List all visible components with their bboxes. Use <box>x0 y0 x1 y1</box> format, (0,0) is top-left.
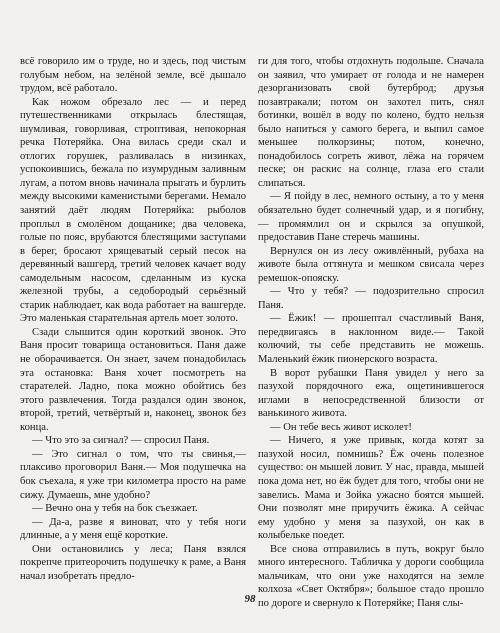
paragraph: — Ёжик! — прошептал счастливый Ваня, передвигаясь в наклонном виде.— Такой колючий, ты себе представить не можешь. Маленький ёжик пионерского возраста. <box>258 313 484 366</box>
paragraph: всё говорило им о труде, но и здесь, под чистым голубым небом, на зелёной земле, всё дышало трудом, всё работало. <box>20 56 246 95</box>
paragraph: Все снова отправились в путь, вокруг было много интересного. Табличка у дороги сообщила мальчикам, что они уже находятся на земле колхоза «Свет Октября»; большое стадо прошло по дороге и свернуло к Потеряйке; Паня слы- <box>258 543 484 609</box>
left-column <box>20 55 246 583</box>
paragraph: ги для того, чтобы отдохнуть подольше. Сначала он заявил, что умирает от голода и не намерен дезорганизовать свой бутерброд; друзья позавтракали; потом он захотел пить, снял ботинки, вошёл в воду по колено, будто нельзя было напиться у самого берега, и выпил самое меньшее полкорзины; потом, конечно, понадобилось согреть живот, лёжа на горячем песке; он раскис на солнце, глаза его стали слипаться. <box>258 56 484 189</box>
paragraph: — Он тебе весь живот исколет! <box>270 421 412 433</box>
paragraph: Они остановились у леса; Паня взялся покрепче притеорочить подушечку к раме, а Ваня начал изобретать предло- <box>20 543 246 582</box>
paragraph: Вернулся он из лесу оживлённый, рубаха на животе была оттянута и мешком свисала через ремешок-опояску. <box>258 245 484 284</box>
paragraph: — Это сигнал о том, что ты свинья,— плаксиво проговорил Ваня.— Моя подушечка на бок съехала, я уже три километра просто на раме сижу. Думаешь, мне удобно? <box>20 448 246 501</box>
paragraph: — Да-а, разве я виноват, что у тебя ноги длинные, а у меня ещё короткие. <box>20 516 246 542</box>
paragraph: Как ножом обрезало лес — и перед путешественниками открылась блестящая, шумливая, говорливая, строптивая, непокорная речка Потеряйка. Она вилась среди скал и отлогих горушек, разливалась в низинках, успокоившись, бежала по изумрудным заливным лугам, а потом вновь начинала прыгать и бурлить между высокими каменистыми берегами. Немало занятий даёт людям Потеряйка: рыболов проплыл в смолёном дощанике; два человека, голые по пояс, врубаются блестящими заступами в берег, бросают хрящеватый серый песок на деревянный вашгерд, третий человек качает воду самодельным насосом, сделанным из куска железной трубы, а седобородый серьёзный старик наблюдает, как вода работает на вашгерде. Это маленькая старательная артель моет золото. <box>20 96 246 325</box>
paragraph: — Я пойду в лес, немного остыну, а то у меня обязательно будет солнечный удар, и я погибну,— промямлил он и скрылся за опушкой, предоставив Пане стеречь машины. <box>258 191 484 244</box>
paragraph: В ворот рубашки Паня увидел у него за пазухой порядочного ежа, ощетинившегося иглами в непосредственной близости от ванькиного живота. <box>258 367 484 420</box>
right-column <box>258 55 484 610</box>
paragraph: — Что у тебя? — подозрительно спросил Паня. <box>258 286 484 311</box>
paragraph: — Ничего, я уже привык, когда котят за пазухой носил, помнишь? Ёж очень полезное существо: он мышей ловит. У нас, правда, мышей пока дома нет, но ёж будет для того, чтобы они не завелись. Мама и Зойка ужасно боятся мышей. Они позволят мне приручить ёжика. А сейчас ему удобно у меня за пазухой, он как в колыбельке поедет. <box>258 435 484 542</box>
page-number: 98 <box>244 593 256 605</box>
paragraph: — Вечно она у тебя на бок съезжает. <box>32 503 198 515</box>
paragraph: Сзади слышится один короткий звонок. Это Ваня просит товарища остановиться. Паня даже не оборачивается. Он знает, зачем понадобилась эта остановка: Ваня хочет посмотреть на старателей. Ладно, пока можно обойтись без этого развлечения. Тогда раздался один звонок, второй, третий, четвёртый и, наконец, звонок без конца. <box>20 326 246 433</box>
paragraph: — Что это за сигнал? — спросил Паня. <box>32 435 210 447</box>
